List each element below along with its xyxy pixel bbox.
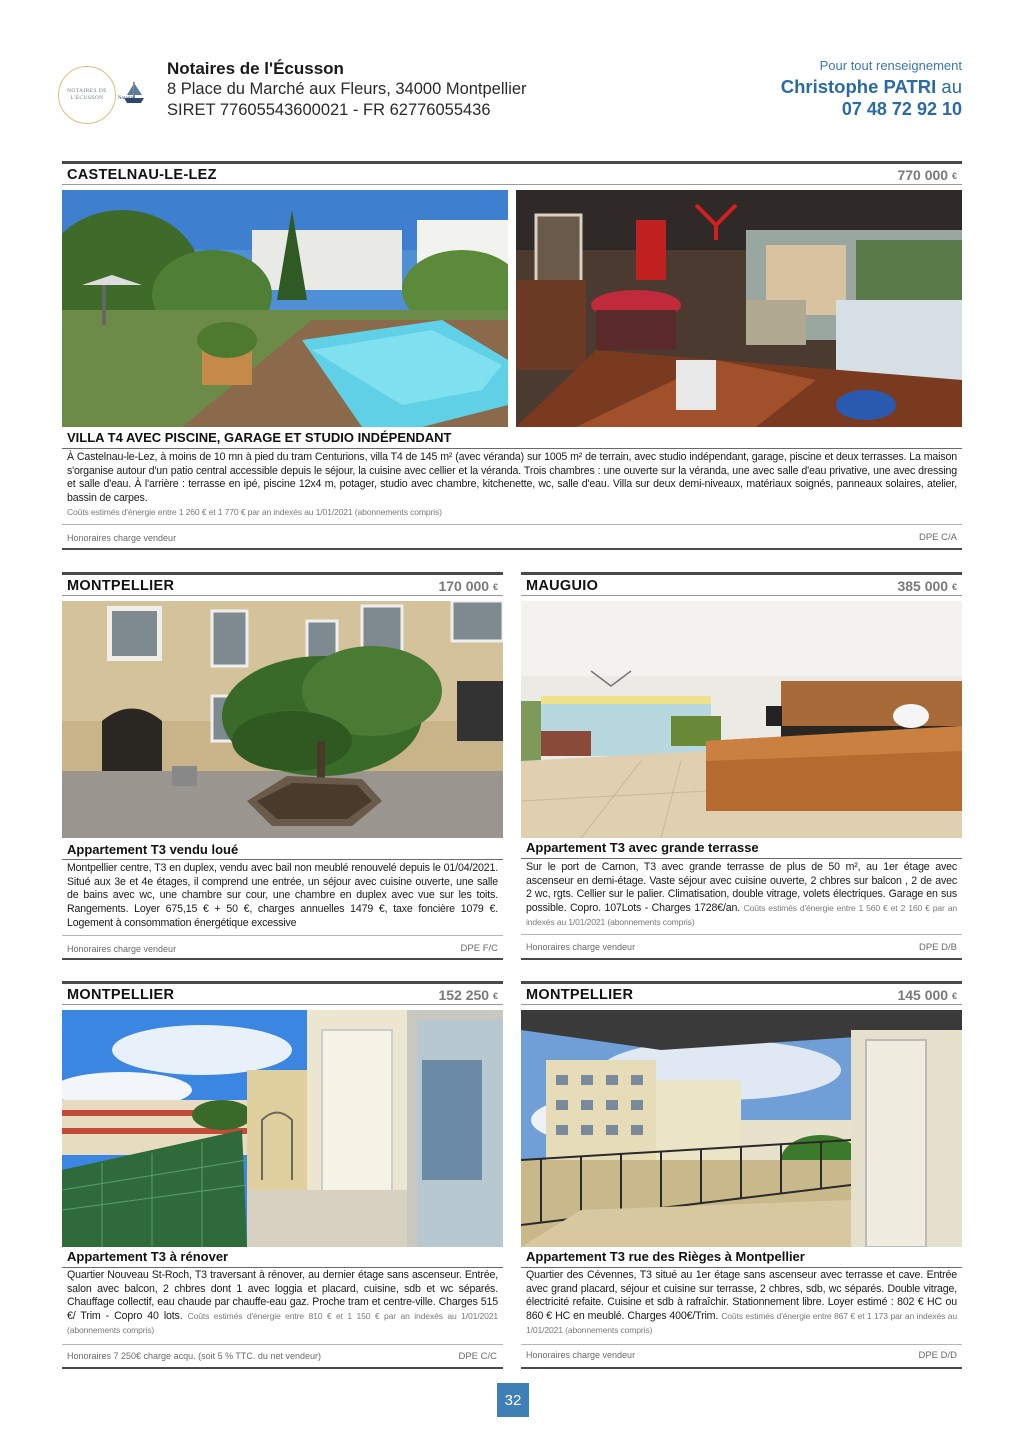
listing-city: MAUGUIO [526,578,599,594]
office-name: Notaires de l'Écusson [167,59,344,78]
listing-energy: Coûts estimés d'énergie entre 867 € et 1 173 par an indexés au 1/01/2021 (abonnements compris) [526,1311,957,1335]
notaires-logo [58,66,116,124]
listing-fees: Honoraires 7 250€ charge acqu. (soit 5 % TTC. du net vendeur) [67,1351,321,1361]
listing-price: 145 000 € [897,987,957,1003]
photo-courtyard[interactable] [62,601,503,838]
listing-energy: Coûts estimés d'énergie entre 810 € et 1 150 € par an indexés au 1/01/2021 (abonnements compris) [67,1311,499,1335]
listing-fees: Honoraires charge vendeur [526,942,636,952]
contact-phone[interactable]: 07 48 72 92 10 [841,99,962,119]
photo-open-kitchen[interactable] [521,601,962,838]
listing-dpe: DPE C/C [458,1351,497,1362]
listing-title: Appartement T3 rue des Rièges à Montpellier [526,1249,805,1264]
listing-city: MONTPELLIER [67,578,175,594]
office-siret: SIRET 77605543600021 - FR 62776055436 [167,101,491,119]
listing-description: Quartier des Cévennes, T3 situé au 1er étage sans ascenseur avec terrasse et cave. Entrée avec grand placard, séjour et cuisine sur terrasse, 2 chbres, sdb, wc séparés. Double vitrage, électricité refaite. Cuisine et sdb à rafraîchir. Stationnement libre. Loyer estimé : 802 € HC ou 860 € HC en meublé. Charges 400€/Trim. Coûts estimés d'énergie entre 867 € et 1 173 par an indexés au 1/01/2021 (abonnements compris) [526,1269,957,1335]
listing-dpe: DPE D/D [918,1350,957,1361]
listing-description: Montpellier centre, T3 en duplex, vendu avec bail non meublé renouvelé depuis le 01/04/2021. Situé aux 3e et 4e étages, il comprend une entrée, un séjour avec cuisine ouverte, une salle de bains avec wc, une chambre sur cour, une chambre en duplex avec vue sur les toits. Rangements. Loyer 675,15 € + 50 €, charges annuelles 1479 €, taxe foncière 1079 €. Logement à consommation énergétique excessive [67,862,498,929]
logo-text: NOTAIRES DE L'ÉCUSSON [67,88,107,101]
listing-title: Appartement T3 vendu loué [67,842,239,857]
listing-fees: Honoraires charge vendeur [526,1350,636,1360]
contact-name: Christophe PATRI au [780,76,962,97]
listing-fees: Honoraires charge vendeur [67,944,177,954]
listing-city: MONTPELLIER [67,987,175,1003]
listing-dpe: DPE D/B [918,942,957,953]
page-header [0,0,1024,140]
ship-emblem-icon [120,78,148,108]
listing-city: MONTPELLIER [526,987,634,1003]
listing-montpellier-170000 [62,572,503,962]
listing-title: Appartement T3 à rénover [67,1249,229,1264]
listing-description: À Castelnau-le-Lez, à moins de 10 mn à pied du tram Centurions, villa T4 de 145 m² (avec véranda) sur 1005 m² de terrain, avec studio indépendant, garage, piscine et deux terrasses. La maison s'organise autour d'un patio central accessible depuis le séjour, la cuisine avec cellier et la véranda. Trois chambres : une ouverte sur la véranda, une avec salle d'eau privative, une avec dressing et salle d'eau. À l'arrière : terrasse en ipé, piscine 12x4 m, potager, studio avec chambre, kitchenette, wc, salle d'eau. Villa sur deux demi-niveaux, matériaux soignés, panneaux solaires, atelier, bassin de carpes. Coûts estimés d'énergie entre 1 260 € et 1 770 € par an indexés au 1/01/2021 (abonnements compris) [67,451,957,517]
listing-dpe: DPE C/A [918,532,957,543]
listing-montpellier-145000 [521,981,962,1371]
photo-terrace-rieges[interactable] [521,1010,962,1247]
listing-description: Sur le port de Carnon, T3 avec grande terrasse de plus de 50 m², au 1er étage avec ascenseur en demi-étage. Vaste séjour avec cuisine ouverte, 2 chbres sur balcon , 2 de avec 2 wc, rgts. Cellier sur le palier. Climatisation, double vitrage, volets électriques. Garage en sus possible. Copro. 107Lots - Charges 1728€/an. Coûts estimés d'énergie entre 1 560 € et 2 160 € par an indexés au 1/01/2021 (abonnements compris) [526,861,958,927]
listing-dpe: DPE F/C [460,943,498,954]
listing-energy: Coûts estimés d'énergie entre 1 260 € et 1 770 € par an indexés au 1/01/2021 (abonnements compris) [67,506,442,517]
contact-label: Pour tout renseignement [819,58,962,73]
listing-title: VILLA T4 AVEC PISCINE, GARAGE ET STUDIO INDÉPENDANT [67,430,452,445]
office-address: 8 Place du Marché aux Fleurs, 34000 Montpellier [167,80,527,98]
photo-balcony-st-roch[interactable] [62,1010,503,1247]
listing-fees: Honoraires charge vendeur [67,533,177,543]
listing-price: 770 000 € [897,167,957,183]
listing-title: Appartement T3 avec grande terrasse [526,840,759,855]
photo-pool-terrace[interactable] [62,190,508,427]
listing-energy: Coûts estimés d'énergie entre 1 560 € et 2 160 € par an indexés au 1/01/2021 (abonnements compris) [526,903,958,927]
page-number: 32 [497,1383,529,1417]
logo-side-text: Notaires [118,96,135,101]
listing-price: 170 000 € [438,578,498,594]
photo-living-room[interactable] [516,190,962,427]
listing-city: CASTELNAU-LE-LEZ [67,167,217,183]
listing-price: 385 000 € [897,578,957,594]
listing-montpellier-152250 [62,981,503,1371]
listing-price: 152 250 € [438,987,498,1003]
listing-castelnau [62,161,962,551]
listing-mauguio [521,572,962,962]
listing-description: Quartier Nouveau St-Roch, T3 traversant à rénover, au dernier étage sans ascenseur. Entrée, salon avec balcon, 2 chbres dont 1 avec loggia et placard, cuisine, sdb et wc séparés. Chauffage collectif, eau chaude par chauffe-eau gaz. Proche tram et centre-ville. Charges 515 €/ Trim - Copro 40 lots. Coûts estimés d'énergie entre 810 € et 1 150 € par an indexés au 1/01/2021 (abonnements compris) [67,1269,499,1335]
